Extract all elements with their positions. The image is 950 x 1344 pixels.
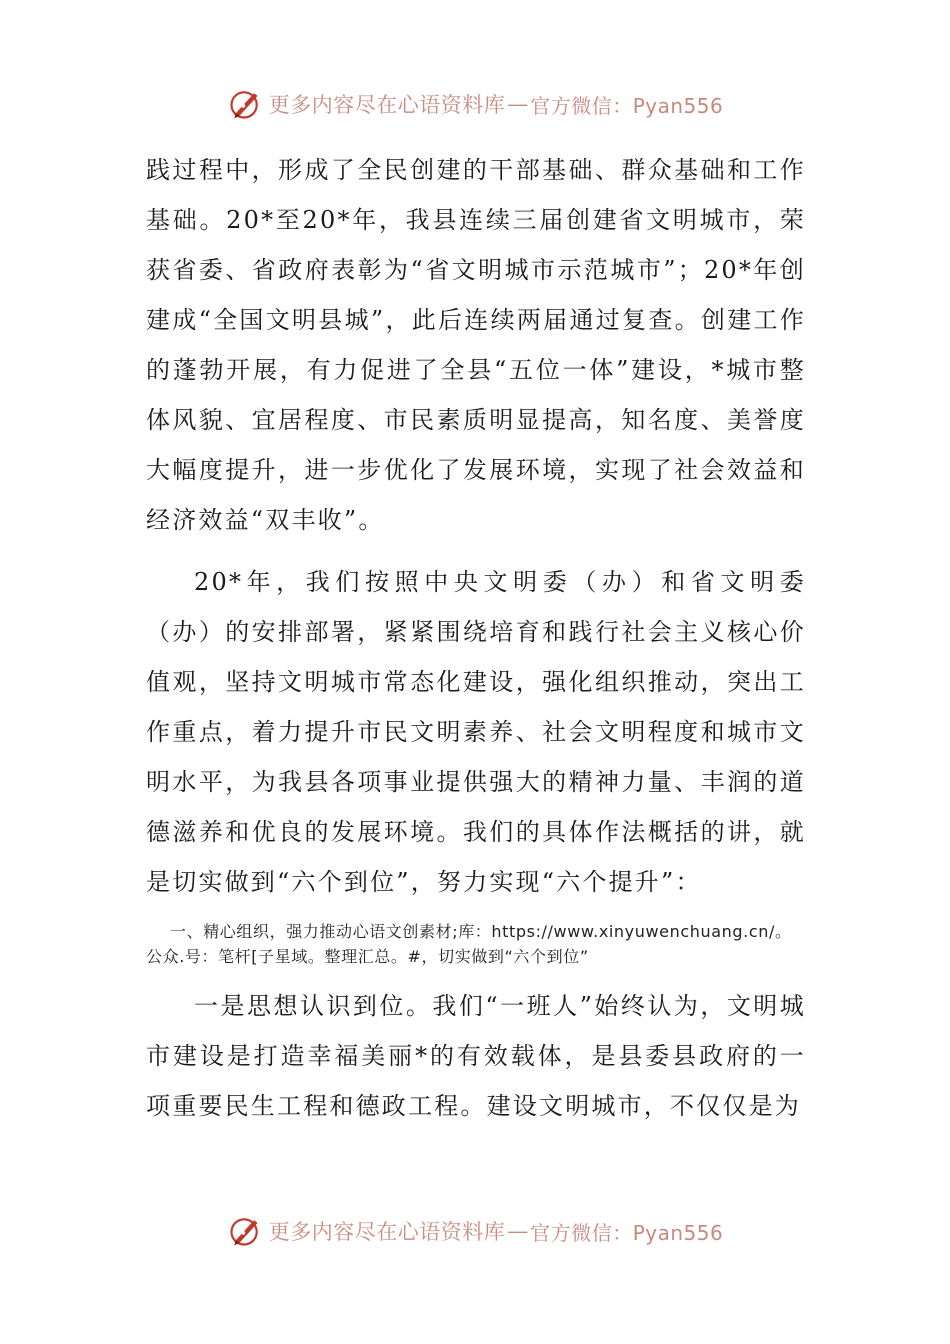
banner-title: 更多内容尽在心语资料库 bbox=[268, 93, 506, 117]
paragraph-1: 践过程中，形成了全民创建的干部基础、群众基础和工作基础。20*至20*年，我县连续三届创建省文明城市，荣获省委、省政府表彰为“省文明城市示范城市”；20*年创建成“全国文明县城”，此后连续两届通过复查。创建工作的蓬勃开展，有力促进了全县“五位一体”建设，*城市整体风貌、宜居程度、市民素质明显提高，知名度、美誉度大幅度提升，进一步优化了发展环境，实现了社会效益和经济效益“双丰收”。 bbox=[146, 156, 806, 534]
pen-logo-icon bbox=[227, 86, 263, 122]
paragraph-3: 一是思想认识到位。我们“一班人”始终认为，文明城市建设是打造幸福美丽*的有效载体，是县委县政府的一项重要民生工程和德政工程。建设文明城市，不仅仅是为 bbox=[146, 992, 806, 1120]
paragraph-2: 20*年，我们按照中央文明委（办）和省文明委（办）的安排部署，紧紧围绕培育和践行社会主义核心价值观，坚持文明城市常态化建设，强化组织推动，突出工作重点，着力提升市民文明素养、社会文明程度和城市文明水平，为我县各项事业提供强大的精神力量、丰润的道德滋养和优良的发展环境。我们的具体作法概括的讲，就是切实做到“六个到位”，努力实现“六个提升”： bbox=[146, 568, 806, 896]
banner-contact: 官方微信：Pyan556 bbox=[530, 93, 724, 118]
section-heading-text: 一、精心组织，强力推动心语文创素材;库：https://www.xinyuwenchuang.cn/。公众.号：笔杆[子星域。整理汇总。#，切实做到“六个到位” bbox=[146, 922, 792, 966]
document-body bbox=[146, 145, 806, 1131]
pen-logo-icon bbox=[227, 1213, 263, 1249]
section-heading bbox=[146, 919, 806, 969]
banner-title: 更多内容尽在心语资料库 bbox=[268, 1220, 506, 1244]
footer-banner bbox=[0, 1209, 950, 1253]
header-banner bbox=[0, 82, 950, 126]
banner-dash: — bbox=[507, 92, 529, 116]
header-banner-content bbox=[227, 86, 724, 122]
banner-dash: — bbox=[507, 1219, 529, 1243]
banner-contact: 官方微信：Pyan556 bbox=[530, 1220, 724, 1245]
footer-banner-content bbox=[227, 1213, 724, 1249]
